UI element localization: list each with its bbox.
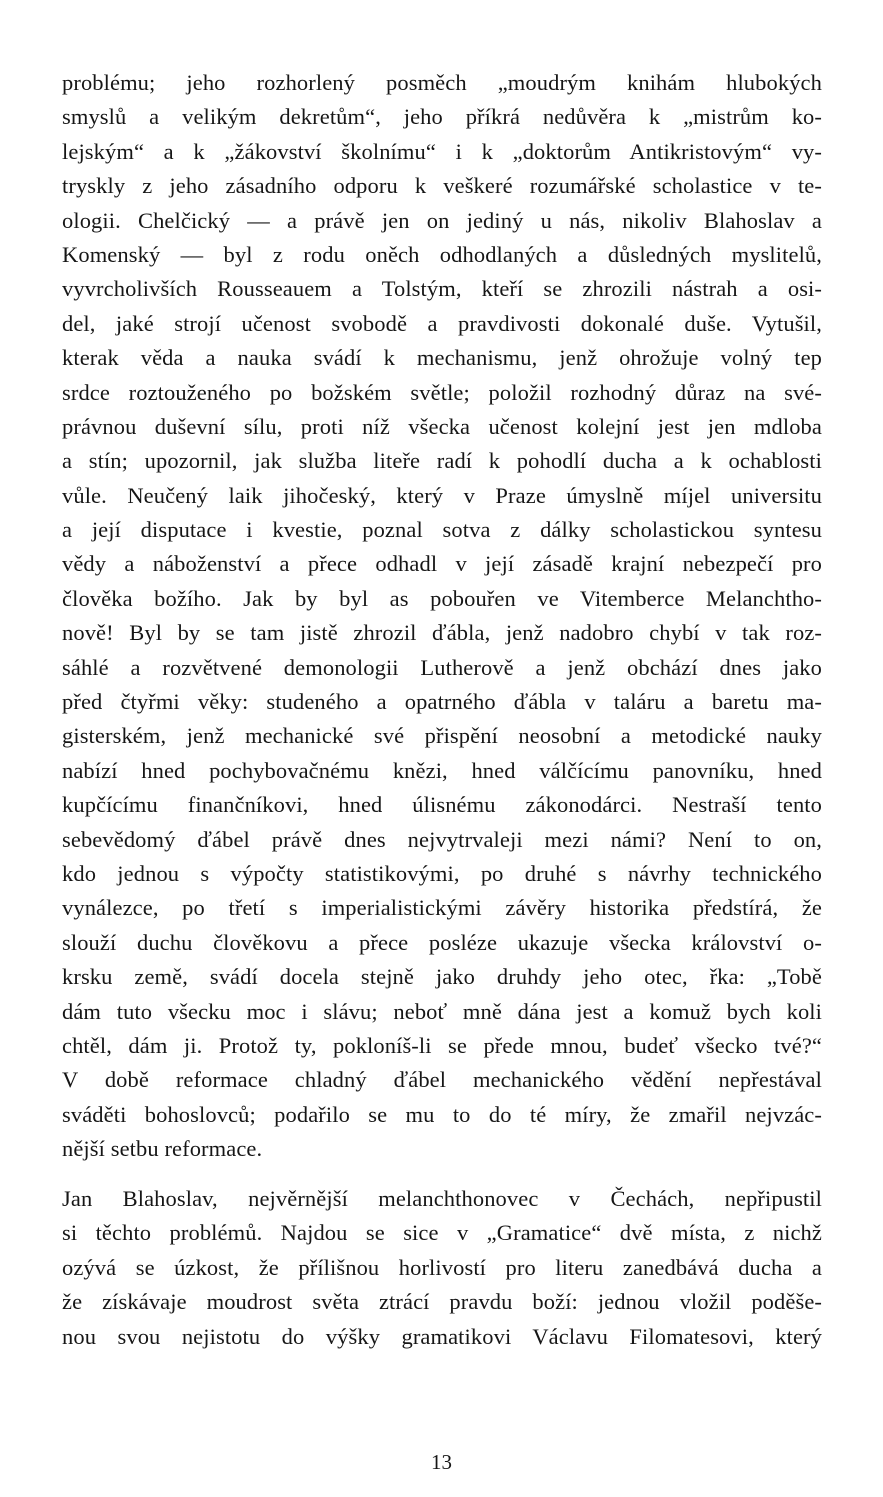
paragraph-1 [62,66,822,1167]
text-line: nější setbu reformace. [62,1136,263,1162]
text-line: smyslů a velikým dekretům“, jeho příkrá nedůvěra k „mistrům ko- [62,104,822,130]
text-line: vynálezce, po třetí s imperialistickými závěry historika předstírá, že [62,895,822,921]
text-line: sváděti bohoslovců; podařilo se mu to do té míry, že zmařil nejvzác- [62,1101,822,1127]
text-line: srdce roztouženého po božském světle; položil rozhodný důraz na své- [62,379,822,405]
text-line: sáhlé a rozvětvené demonologii Lutherově a jenž obchází dnes jako [62,654,822,680]
text-line: člověka božího. Jak by byl as pobouřen ve Vitemberce Melanchtho- [62,585,822,611]
text-line: před čtyřmi věky: studeného a opatrného ďábla v taláru a baretu ma- [62,689,822,715]
text-line: kterak věda a nauka svádí k mechanismu, jenž ohrožuje volný tep [62,345,822,371]
text-line: právnou duševní sílu, proti níž všecka učenost kolejní jest jen mdloba [62,413,822,439]
text-line: gisterském, jenž mechanické své přispění neosobní a metodické nauky [62,723,822,749]
text-line: dám tuto všecku moc i slávu; neboť mně dána jest a komuž bych koli [62,998,822,1024]
text-line: problému; jeho rozhorlený posměch „moudrým knihám hlubokých [62,70,822,95]
page-number: 13 [431,1450,452,1474]
paragraph-2 [62,1182,822,1354]
text-line: nou svou nejistotu do výšky gramatikovi Václavu Filomatesovi, který [62,1323,822,1349]
text-line: kupčícímu finančníkovi, hned úlisnému zákonodárci. Nestraší tento [62,792,822,818]
text-line: nabízí hned pochybovačnému knězi, hned válčícímu panovníku, hned [62,757,822,783]
text-line: vyvrcholivších Rousseauem a Tolstým, kteří se zhrozili nástrah a osi- [62,276,822,302]
text-line: Komenský — byl z rodu oněch odhodlaných a důsledných myslitelů, [62,241,822,267]
text-line: vůle. Neučený laik jihočeský, který v Praze úmyslně míjel universitu [62,482,822,508]
text-line: ozývá se úzkost, že přílišnou horlivostí pro literu zanedbává ducha a [62,1254,822,1280]
text-line: slouží duchu člověkovu a přece posléze ukazuje všecka království o- [62,929,822,955]
text-line: del, jaké strojí učenost svobodě a pravdivosti dokonalé duše. Vytušil, [62,310,822,336]
text-line: a stín; upozornil, jak služba liteře radí k pohodlí ducha a k ochablosti [62,448,822,474]
text-line: že získávaje moudrost světa ztrácí pravdu boží: jednou vložil poděše- [62,1289,822,1315]
text-line: chtěl, dám ji. Protož ty, pokloníš-li se přede mnou, budeť všecko tvé?“ [62,1032,822,1058]
text-line: a její disputace i kvestie, poznal sotva z dálky scholastickou syntesu [62,517,822,543]
text-line: si těchto problémů. Najdou se sice v „Gramatice“ dvě místa, z nichž [62,1220,822,1246]
text-line: tryskly z jeho zásadního odporu k veškeré rozumářské scholastice v te- [62,173,822,199]
text-line: V době reformace chladný ďábel mechanického vědění nepřestával [62,1067,822,1093]
text-line: nově! Byl by se tam jistě zhrozil ďábla, jenž nadobro chybí v tak roz- [62,620,822,646]
text-line: krsku země, svádí docela stejně jako druhdy jeho otec, řka: „Tobě [62,964,822,990]
text-line: lejským“ a k „žákovství školnímu“ i k „doktorům Antikristovým“ vy- [62,138,822,164]
text-line: ologii. Chelčický — a právě jen on jediný u nás, nikoliv Blahoslav a [62,207,822,233]
text-line: Jan Blahoslav, nejvěrnější melanchthonovec v Čechách, nepřipustil [62,1186,822,1211]
text-line: sebevědomý ďábel právě dnes nejvytrvaleji mezi námi? Není to on, [62,826,822,852]
text-line: kdo jednou s výpočty statistikovými, po druhé s návrhy technického [62,860,822,886]
text-line: vědy a náboženství a přece odhadl v její zásadě krajní nebezpečí pro [62,551,822,577]
